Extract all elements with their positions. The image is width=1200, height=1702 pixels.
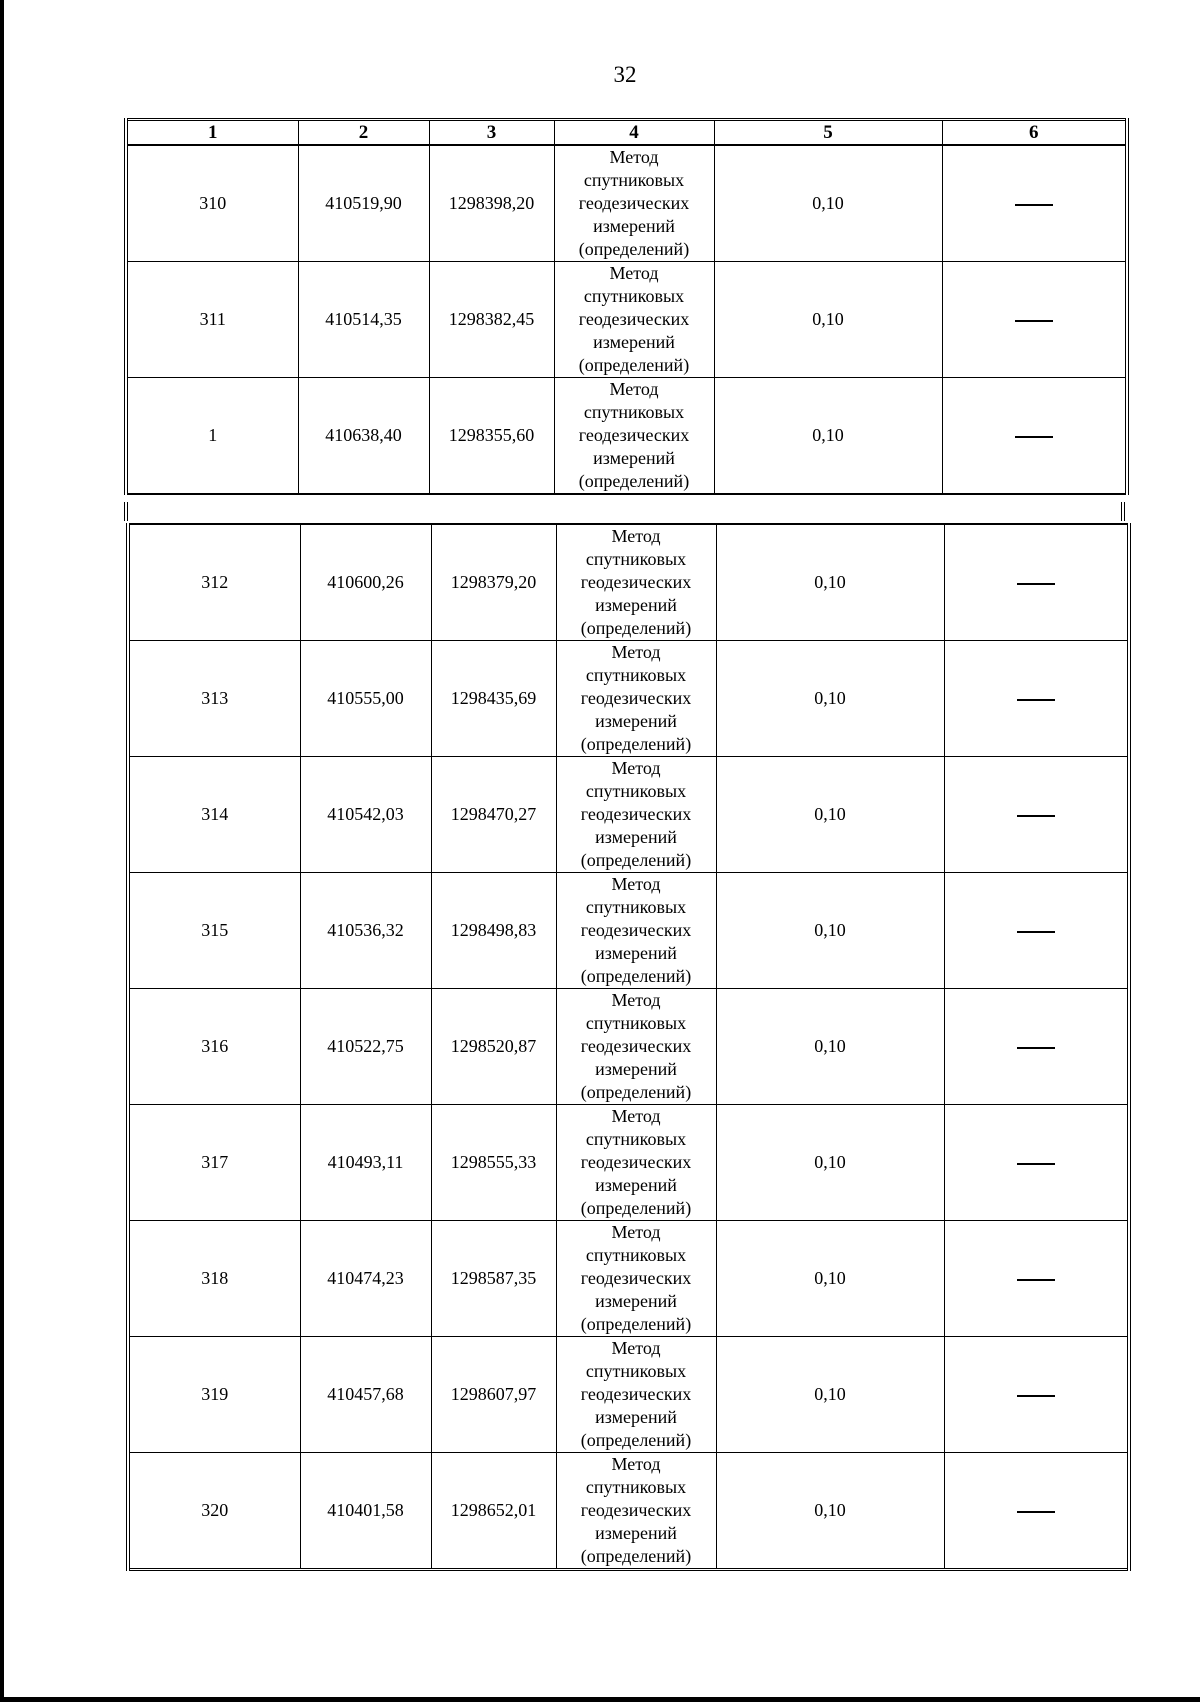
method-line: измерений [595, 1175, 677, 1195]
method-cell [556, 757, 716, 873]
method-line: Метод [611, 874, 661, 894]
method-cell [554, 262, 714, 378]
y-coordinate-cell: 1298382,45 [429, 262, 554, 378]
method-line: измерений [593, 448, 675, 468]
y-coordinate-cell: 1298587,35 [431, 1221, 556, 1337]
method-line: геодезических [580, 1036, 692, 1056]
method-line: измерений [595, 1407, 677, 1427]
note-cell [944, 873, 1129, 989]
method-line: измерений [595, 711, 677, 731]
table-row [128, 1221, 1129, 1337]
note-cell [942, 145, 1127, 262]
point-number-cell: 320 [128, 1453, 300, 1570]
method-line: измерений [595, 1059, 677, 1079]
point-number-cell: 310 [126, 145, 298, 262]
scan-edge-left [0, 0, 4, 1702]
method-line: (определений) [580, 1546, 692, 1566]
method-line: геодезических [580, 1384, 692, 1404]
em-dash-mark [1017, 815, 1055, 817]
accuracy-cell: 0,10 [716, 757, 944, 873]
accuracy-cell: 0,10 [716, 1105, 944, 1221]
y-coordinate-cell: 1298398,20 [429, 145, 554, 262]
column-header: 1 [126, 120, 298, 146]
em-dash-mark [1017, 1511, 1055, 1513]
column-header: 3 [429, 120, 554, 146]
accuracy-cell: 0,10 [716, 641, 944, 757]
method-line: Метод [611, 1106, 661, 1126]
y-coordinate-cell: 1298435,69 [431, 641, 556, 757]
method-line: спутниковых [583, 402, 685, 422]
method-line: измерений [595, 1291, 677, 1311]
em-dash-mark [1017, 1279, 1055, 1281]
x-coordinate-cell: 410514,35 [298, 262, 429, 378]
accuracy-cell: 0,10 [716, 989, 944, 1105]
table-row [128, 641, 1129, 757]
point-number-cell: 318 [128, 1221, 300, 1337]
y-coordinate-cell: 1298607,97 [431, 1337, 556, 1453]
accuracy-cell: 0,10 [716, 873, 944, 989]
method-line: геодезических [578, 425, 690, 445]
x-coordinate-cell: 410542,03 [300, 757, 431, 873]
method-line: (определений) [578, 471, 690, 491]
method-line: Метод [609, 263, 659, 283]
method-line: геодезических [580, 688, 692, 708]
em-dash-mark [1017, 1047, 1055, 1049]
accuracy-cell: 0,10 [714, 378, 942, 495]
accuracy-cell: 0,10 [716, 524, 944, 641]
column-header: 2 [298, 120, 429, 146]
table-row [128, 757, 1129, 873]
method-line: спутниковых [585, 1245, 687, 1265]
table-row [128, 989, 1129, 1105]
note-cell [944, 757, 1129, 873]
method-line: измерений [593, 216, 675, 236]
note-cell [944, 1453, 1129, 1570]
point-number-cell: 311 [126, 262, 298, 378]
x-coordinate-cell: 410493,11 [300, 1105, 431, 1221]
method-line: спутниковых [583, 286, 685, 306]
method-line: (определений) [580, 734, 692, 754]
method-line: геодезических [580, 804, 692, 824]
note-cell [944, 1221, 1129, 1337]
em-dash-mark [1017, 931, 1055, 933]
em-dash-mark [1017, 1163, 1055, 1165]
method-line: спутниковых [585, 665, 687, 685]
method-line: спутниковых [585, 897, 687, 917]
column-header: 6 [942, 120, 1127, 146]
column-header: 4 [554, 120, 714, 146]
accuracy-cell: 0,10 [716, 1337, 944, 1453]
em-dash-mark [1015, 320, 1053, 322]
x-coordinate-cell: 410457,68 [300, 1337, 431, 1453]
method-line: (определений) [578, 239, 690, 259]
method-cell [556, 641, 716, 757]
table-row [126, 262, 1127, 378]
method-line: геодезических [580, 1152, 692, 1172]
method-line: спутниковых [585, 549, 687, 569]
page-number: 32 [613, 62, 637, 87]
method-cell [556, 1453, 716, 1570]
x-coordinate-cell: 410536,32 [300, 873, 431, 989]
x-coordinate-cell: 410474,23 [300, 1221, 431, 1337]
method-line: (определений) [580, 966, 692, 986]
point-number-cell: 312 [128, 524, 300, 641]
em-dash-mark [1015, 204, 1053, 206]
em-dash-mark [1017, 583, 1055, 585]
method-line: геодезических [578, 193, 690, 213]
method-line: геодезических [580, 920, 692, 940]
method-cell [556, 873, 716, 989]
method-cell [556, 989, 716, 1105]
accuracy-cell: 0,10 [716, 1221, 944, 1337]
note-cell [942, 378, 1127, 495]
y-coordinate-cell: 1298555,33 [431, 1105, 556, 1221]
method-line: Метод [611, 1454, 661, 1474]
coordinates-table-block-1 [124, 118, 1129, 495]
x-coordinate-cell: 410638,40 [298, 378, 429, 495]
method-line: спутниковых [585, 1361, 687, 1381]
table-row [128, 524, 1129, 641]
method-cell [554, 378, 714, 495]
method-line: геодезических [580, 1500, 692, 1520]
note-cell [944, 989, 1129, 1105]
method-line: (определений) [580, 1082, 692, 1102]
method-cell [556, 1337, 716, 1453]
note-cell [944, 1337, 1129, 1453]
method-line: спутниковых [585, 1013, 687, 1033]
method-line: измерений [595, 1523, 677, 1543]
em-dash-mark [1015, 436, 1053, 438]
method-line: геодезических [580, 572, 692, 592]
em-dash-mark [1017, 1395, 1055, 1397]
x-coordinate-cell: 410522,75 [300, 989, 431, 1105]
table-gap-row [124, 502, 1125, 521]
table-row [126, 145, 1127, 262]
method-line: Метод [611, 1338, 661, 1358]
note-cell [944, 1105, 1129, 1221]
table-row [126, 378, 1127, 495]
table-header-row [126, 120, 1127, 146]
x-coordinate-cell: 410519,90 [298, 145, 429, 262]
point-number-cell: 319 [128, 1337, 300, 1453]
method-line: (определений) [580, 850, 692, 870]
method-line: Метод [611, 642, 661, 662]
method-line: измерений [595, 595, 677, 615]
method-line: спутниковых [585, 781, 687, 801]
method-line: Метод [611, 526, 661, 546]
method-line: Метод [609, 379, 659, 399]
point-number-cell: 315 [128, 873, 300, 989]
method-line: Метод [609, 147, 659, 167]
scan-edge-bottom [0, 1697, 1200, 1702]
method-line: геодезических [578, 309, 690, 329]
point-number-cell: 1 [126, 378, 298, 495]
accuracy-cell: 0,10 [714, 262, 942, 378]
point-number-cell: 316 [128, 989, 300, 1105]
y-coordinate-cell: 1298470,27 [431, 757, 556, 873]
method-line: (определений) [580, 1430, 692, 1450]
method-line: измерений [595, 943, 677, 963]
method-cell [556, 1105, 716, 1221]
method-line: измерений [595, 827, 677, 847]
y-coordinate-cell: 1298379,20 [431, 524, 556, 641]
method-line: спутниковых [585, 1129, 687, 1149]
x-coordinate-cell: 410555,00 [300, 641, 431, 757]
y-coordinate-cell: 1298498,83 [431, 873, 556, 989]
y-coordinate-cell: 1298355,60 [429, 378, 554, 495]
accuracy-cell: 0,10 [714, 145, 942, 262]
method-line: измерений [593, 332, 675, 352]
point-number-cell: 313 [128, 641, 300, 757]
method-line: спутниковых [583, 170, 685, 190]
method-line: геодезических [580, 1268, 692, 1288]
note-cell [944, 641, 1129, 757]
y-coordinate-cell: 1298652,01 [431, 1453, 556, 1570]
em-dash-mark [1017, 699, 1055, 701]
x-coordinate-cell: 410401,58 [300, 1453, 431, 1570]
coordinates-table-block-2 [126, 523, 1131, 1571]
method-line: (определений) [580, 1314, 692, 1334]
method-line: Метод [611, 1222, 661, 1242]
table-row [128, 1105, 1129, 1221]
note-cell [944, 524, 1129, 641]
method-line: (определений) [580, 1198, 692, 1218]
method-line: спутниковых [585, 1477, 687, 1497]
y-coordinate-cell: 1298520,87 [431, 989, 556, 1105]
table-row [128, 873, 1129, 989]
point-number-cell: 317 [128, 1105, 300, 1221]
method-line: (определений) [580, 618, 692, 638]
table-row [128, 1337, 1129, 1453]
method-line: (определений) [578, 355, 690, 375]
method-cell [556, 1221, 716, 1337]
table-row [128, 1453, 1129, 1570]
method-cell [556, 524, 716, 641]
method-line: Метод [611, 758, 661, 778]
method-line: Метод [611, 990, 661, 1010]
note-cell [942, 262, 1127, 378]
column-header: 5 [714, 120, 942, 146]
x-coordinate-cell: 410600,26 [300, 524, 431, 641]
point-number-cell: 314 [128, 757, 300, 873]
accuracy-cell: 0,10 [716, 1453, 944, 1570]
method-cell [554, 145, 714, 262]
